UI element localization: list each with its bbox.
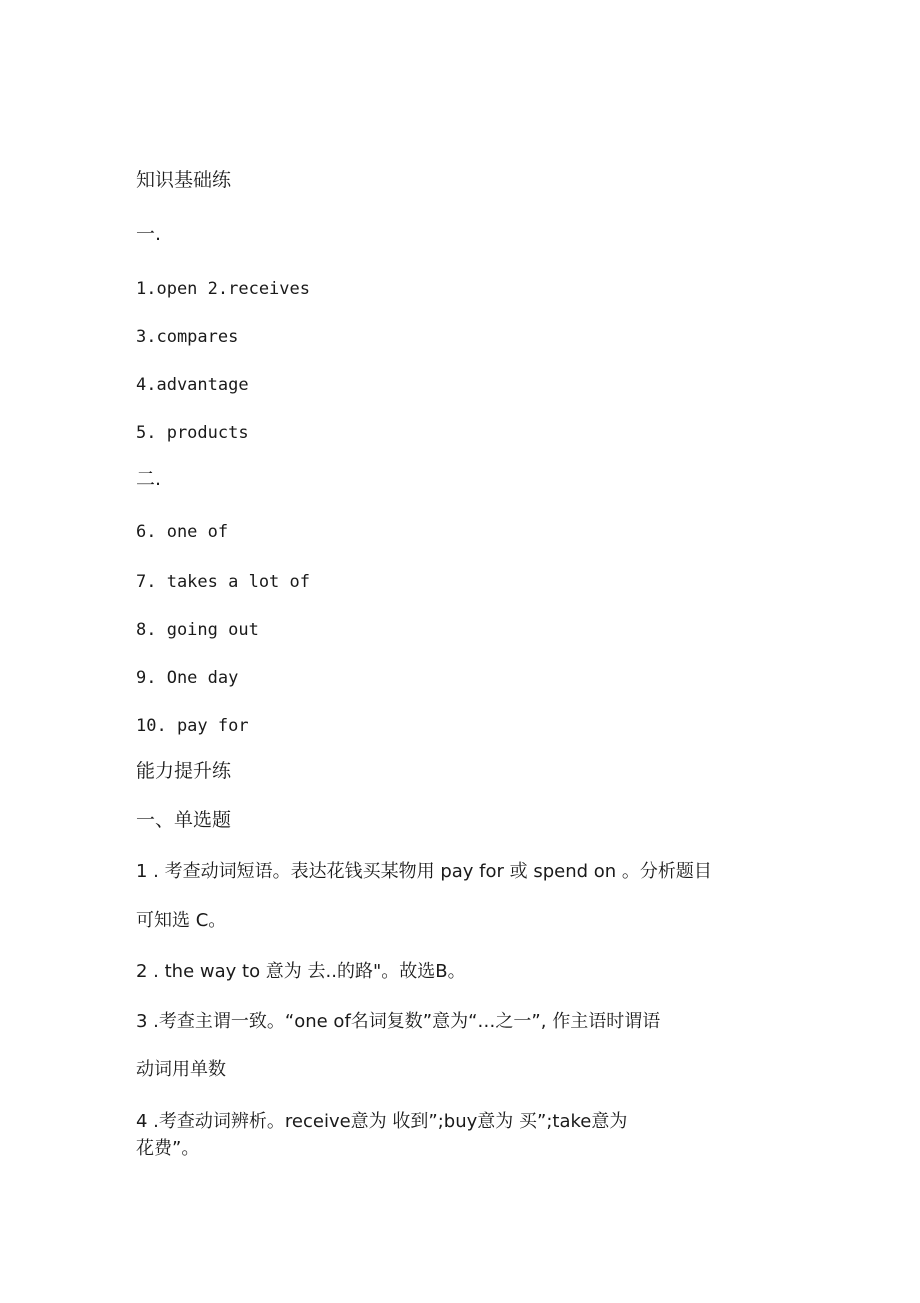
answer-line: 8. going out	[136, 620, 259, 640]
part-label-one: 一.	[136, 223, 162, 245]
answer-line: 4.advantage	[136, 375, 249, 395]
explanation-line: 花费”。	[136, 1138, 200, 1159]
explanation-line: 动词用单数	[136, 1059, 226, 1080]
explanation-line: 4 .考查动词辨析。receive意为 收到”;buy意为 买”;take意为	[136, 1111, 628, 1132]
answer-line: 7. takes a lot of	[136, 572, 310, 592]
part-label-two: 二.	[136, 468, 162, 490]
explanation-line: 3 .考查主谓一致。“one of名词复数”意为“…之一”, 作主语时谓语	[136, 1011, 661, 1032]
answer-line: 3.compares	[136, 327, 239, 347]
section-title-knowledge: 知识基础练	[136, 169, 232, 191]
explanation-line: 2 . the way to 意为 去..的路"。故选B。	[136, 961, 466, 982]
part-label-single-choice: 一、单选题	[136, 809, 232, 831]
section-title-ability: 能力提升练	[136, 760, 232, 782]
answer-line: 1.open 2.receives	[136, 279, 310, 299]
answer-line: 5. products	[136, 423, 249, 443]
explanation-line: 1 . 考查动词短语。表达花钱买某物用 pay for 或 spend on 。分析题目	[136, 861, 712, 882]
answer-line: 10. pay for	[136, 716, 249, 736]
explanation-line: 可知选 C。	[136, 910, 227, 931]
answer-line: 9. One day	[136, 668, 239, 688]
answer-line: 6. one of	[136, 522, 229, 542]
